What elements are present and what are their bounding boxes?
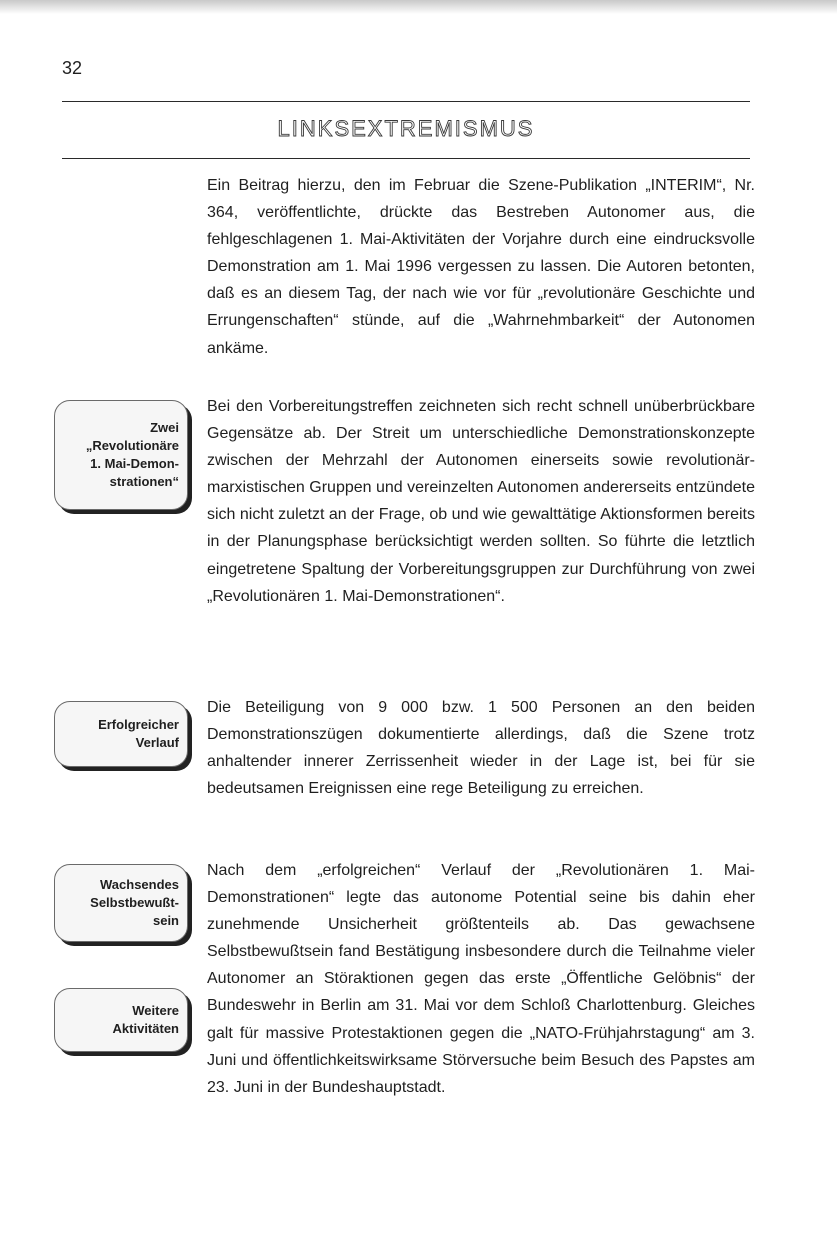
margin-note-zwei-demonstrationen [54, 400, 188, 510]
paragraph-2: Bei den Vorbereitungstreffen zeichneten sich recht schnell unüberbrückbare Gegensätze ab. Der Streit um unterschiedliche Demonstrationskonzepte zwischen der Mehrzahl der Autonomen einerseits sowie revolutionär-marxistischen Gruppen und vereinzelten Autonomen andererseits entzündete sich nicht zuletzt an der Frage, ob und wie gewalttätige Aktionsformen bereits in der Planungsphase berücksichtigt werden sollten. So führte die letztlich eingetretene Spaltung der Vorbereitungsgruppen zur Durchführung von zwei „Revolutionären 1. Mai-Demonstrationen“. [207, 398, 755, 605]
page-number: 32 [62, 58, 83, 78]
paragraph-4: Nach dem „erfolgreichen“ Verlauf der „Revolutionären 1. Mai-Demonstrationen“ legte das autonome Potential seine bis dahin eher zunehmende Unsicherheit größtenteils ab. Das gewachsene Selbstbewußtsein fand Bestätigung insbesondere durch die Teilnahme vieler Autonomer an Störaktionen gegen das erste „Öffentliche Gelöbnis“ der Bundeswehr in Berlin am 31. Mai vor dem Schloß Charlottenburg. Gleiches galt für massive Protestaktionen gegen die „NATO-Frühjahrstagung“ am 3. Juni und öffentlichkeitswirksame Störversuche beim Besuch des Papstes am 23. Juni in der Bundeshauptstadt. [207, 862, 755, 1096]
paragraph-1: Ein Beitrag hierzu, den im Februar die Szene-Publikation „INTERIM“, Nr. 364, veröffentlichte, drückte das Bestreben Autonomer aus, die fehlgeschlagenen 1. Mai-Aktivitäten der Vorjahre durch eine eindrucksvolle Demonstration am 1. Mai 1996 vergessen zu lassen. Die Autoren betonten, daß es an diesem Tag, der nach wie vor für „revolutionäre Geschichte und Errungenschaften“ stünde, auf die „Wahrnehmbarkeit“ der Autonomen ankäme. [207, 177, 755, 357]
margin-note-line: 1. Mai-Demon- [90, 456, 179, 471]
margin-note-weitere-aktivitaeten [54, 988, 188, 1052]
header-rule-top [62, 101, 750, 102]
margin-note-line: strationen“ [109, 474, 179, 489]
margin-note-line: Erfolgreicher [98, 717, 179, 732]
scan-top-edge [0, 0, 837, 14]
header-rule-bottom [62, 158, 750, 159]
margin-note-line: Aktivitäten [112, 1021, 179, 1036]
margin-note-line: Zwei [150, 420, 179, 435]
paragraph-3: Die Beteiligung von 9 000 bzw. 1 500 Personen an den beiden Demonstrationszügen dokumentierte allerdings, daß die Szene trotz anhaltender innerer Zerrissenheit wieder in der Lage ist, bei für sie bedeutsamen Ereignissen eine rege Beteiligung zu erreichen. [207, 699, 755, 798]
margin-note-line: Selbstbewußt- [90, 895, 179, 910]
margin-note-erfolgreicher-verlauf [54, 701, 188, 767]
margin-note-line: Wachsendes [100, 877, 179, 892]
margin-note-line: Weitere [132, 1003, 179, 1018]
margin-note-line: „Revolutionäre [85, 438, 179, 453]
margin-note-wachsendes-selbstbewusstsein [54, 864, 188, 942]
margin-note-line: sein [152, 913, 179, 928]
margin-note-line: Verlauf [135, 735, 179, 750]
running-header: LINKSEXTREMISMUS [277, 116, 535, 141]
